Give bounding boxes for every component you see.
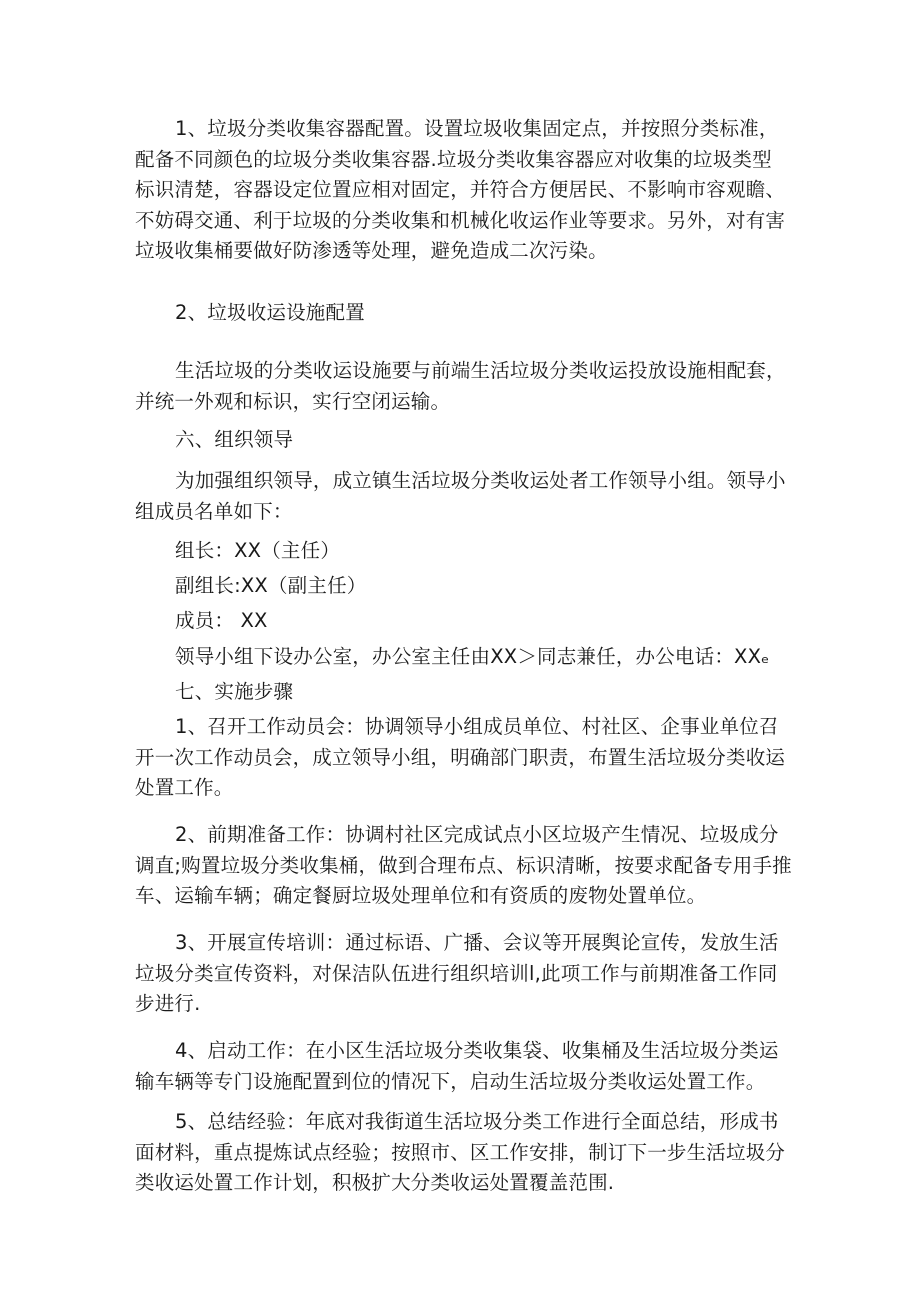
paragraph-line: 生活垃圾的分类收运设施要与前端生活垃圾分类收运投放设施相配套，	[175, 359, 786, 382]
paragraph-line: 七、实施步骤	[175, 680, 294, 703]
paragraph-line: 垃圾收集桶要做好防渗透等处理，避免造成二次污染。	[135, 239, 608, 262]
section-heading-steps	[135, 677, 785, 708]
paragraph-line: 组长：XX（主任）	[175, 539, 341, 562]
step-mobilization	[135, 712, 785, 804]
paragraph-line: 面材料，重点提炼试点经验；按照市、区工作安排，制订下一步生活垃圾分	[135, 1140, 786, 1164]
paragraph-line: 六、组织领导	[175, 428, 294, 451]
paragraph-line: 组成员名单如下：	[135, 499, 293, 523]
paragraph-line: 垃圾分类宣传资料，对保洁队伍进行组织培训l,此项工作与前期准备工作同	[135, 961, 778, 985]
paragraph-line: 类收运处置工作计划，积极扩大分类收运处置覆盖范围.	[135, 1171, 615, 1194]
paragraph-line: 车、运输车辆；确定餐厨垃圾处理单位和有资质的废物处置单位。	[135, 884, 707, 907]
paragraph-line: 配备不同颜色的垃圾分类收集容器.垃圾分类收集容器应对收集的垃圾类型	[135, 147, 772, 171]
step-launch	[135, 1036, 785, 1097]
paragraph-line: 副组长:XX（副主任）	[175, 574, 367, 597]
paragraph-line: 并统一外观和标识，实行空闭运输。	[135, 389, 451, 413]
member-deputy-leader	[135, 571, 785, 602]
paragraph-line: 调直;购置垃圾分类收集桶，做到合理布点、标识清晰，按要求配备专用手推	[135, 853, 792, 877]
paragraph-office	[135, 642, 785, 673]
paragraph-line: 不妨碍交通、利于垃圾的分类收集和机械化收运作业等要求。另外，对有害	[135, 208, 786, 232]
step-publicity	[135, 928, 785, 1020]
paragraph-line: 处置工作。	[135, 776, 234, 799]
paragraph-leadership-group	[135, 466, 785, 527]
paragraph-line: 开一次工作动员会，成立领导小组，明确部门职责，布置生活垃圾分类收运	[135, 745, 786, 769]
paragraph-line: 1、召开工作动员会：协调领导小组成员单位、村社区、企事业单位召	[175, 715, 779, 738]
paragraph-container-sorting-bins	[135, 114, 785, 267]
paragraph-line: 4、启动工作：在小区生活垃圾分类收集袋、收集桶及生活垃圾分类运	[175, 1039, 779, 1062]
paragraph-line: 为加强组织领导，成立镇生活垃圾分类收运处者工作领导小组。领导小	[175, 469, 786, 492]
paragraph-line: 输车辆等专门设施配置到位的情况下，启动生活垃圾分类收运处置工作。	[135, 1069, 766, 1093]
step-preparation	[135, 820, 792, 912]
paragraph-line: 2、垃圾收运设施配置	[175, 301, 365, 324]
member-leader	[135, 536, 785, 567]
paragraph-line: 3、开展宣传培训：通过标语、广播、会议等开展舆论宣传，发放生活	[175, 931, 779, 954]
paragraph-line: 5、总结经验：年底对我街道生活垃圾分类工作进行全面总结，形成书	[175, 1110, 779, 1133]
section-heading-organization	[135, 425, 785, 456]
paragraph-line: 1、垃圾分类收集容器配置。设置垃圾收集固定点，并按照分类标准，	[175, 117, 779, 140]
paragraph-line: 成员： XX	[175, 609, 268, 632]
paragraph-line: 标识清楚，容器设定位置应相对固定，并符合方便居民、不影响市容观瞻、	[135, 178, 786, 201]
subheading-transport-facilities	[135, 298, 785, 329]
paragraph-line: 步进行.	[135, 992, 201, 1015]
paragraph-transport-facilities	[135, 356, 785, 417]
paragraph-line: 2、前期准备工作：协调村社区完成试点小区垃圾产生情况、垃圾成分	[175, 823, 779, 846]
member-members	[135, 606, 785, 637]
step-summary	[135, 1107, 785, 1199]
paragraph-line: 领导小组下设办公室，办公室主任由XX＞同志兼任，办公电话：XXₑ	[175, 645, 770, 668]
